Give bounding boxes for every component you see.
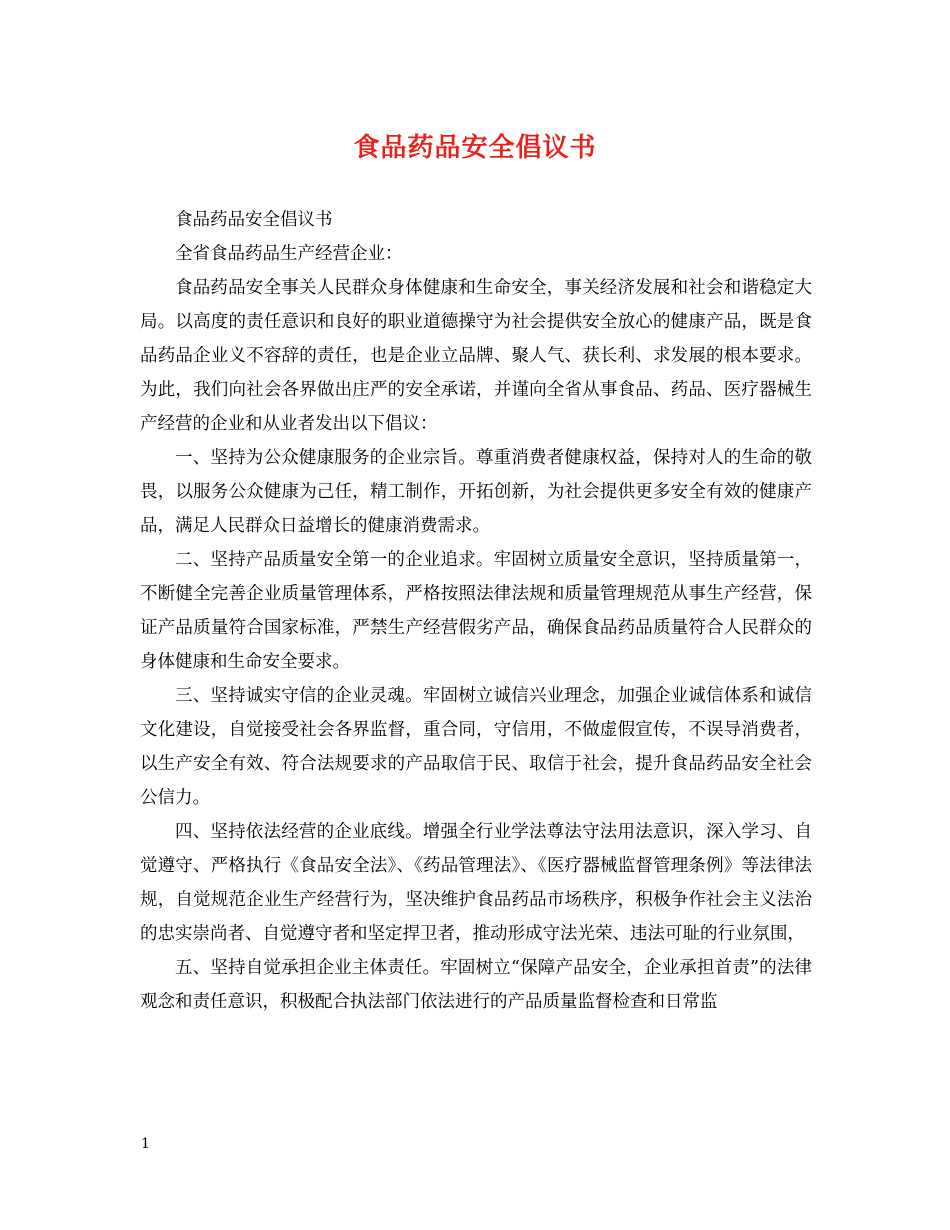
paragraph-salutation: 全省食品药品生产经营企业： <box>175 244 403 264</box>
paragraph-item-5: 五、坚持自觉承担企业主体责任。牢固树立“保障产品安全，企业承担首责”的法律观念和责任意识，积极配合执法部门依法进行的产品质量监督检查和日常监 <box>140 958 812 1012</box>
paragraph-item-2: 二、坚持产品质量安全第一的企业追求。牢固树立质量安全意识，坚持质量第一，不断健全完善企业质量管理体系，严格按照法律法规和质量管理规范从事生产经营，保证产品质量符合国家标准，严禁生产经营假劣产品，确保食品药品质量符合人民群众的身体健康和生命安全要求。 <box>140 550 812 672</box>
paragraph-item-4: 四、坚持依法经营的企业底线。增强全行业学法尊法守法用法意识，深入学习、自觉遵守、严格执行《食品安全法》、《药品管理法》、《医疗器械监督管理条例》等法律法规，自觉规范企业生产经营行为，坚决维护食品药品市场秩序，积极争作社会主义法治的忠实崇尚者、自觉遵守者和坚定捍卫者，推动形成守法光荣、违法可耻的行业氛围， <box>140 822 812 944</box>
paragraph-item-1: 一、坚持为公众健康服务的企业宗旨。尊重消费者健康权益，保持对人的生命的敬畏，以服务公众健康为己任，精工制作，开拓创新，为社会提供更多安全有效的健康产品，满足人民群众日益增长的健康消费需求。 <box>140 448 812 536</box>
page-number: 1 <box>141 1136 150 1152</box>
paragraph-heading: 食品药品安全倡议书 <box>175 210 333 230</box>
paragraph-intro: 食品药品安全事关人民群众身体健康和生命安全，事关经济发展和社会和谐稳定大局。以高度的责任意识和良好的职业道德操守为社会提供安全放心的健康产品，既是食品药品企业义不容辞的责任，也是企业立品牌、聚人气、获长利、求发展的根本要求。为此，我们向社会各界做出庄严的安全承诺，并谨向全省从事食品、药品、医疗器械生产经营的企业和从业者发出以下倡议： <box>140 278 812 434</box>
document-title: 食品药品安全倡议书 <box>353 133 597 163</box>
document-body <box>140 203 812 1019</box>
paragraph-item-3: 三、坚持诚实守信的企业灵魂。牢固树立诚信兴业理念，加强企业诚信体系和诚信文化建设，自觉接受社会各界监督，重合同，守信用，不做虚假宣传，不误导消费者，以生产安全有效、符合法规要求的产品取信于民、取信于社会，提升食品药品安全社会公信力。 <box>140 686 812 808</box>
